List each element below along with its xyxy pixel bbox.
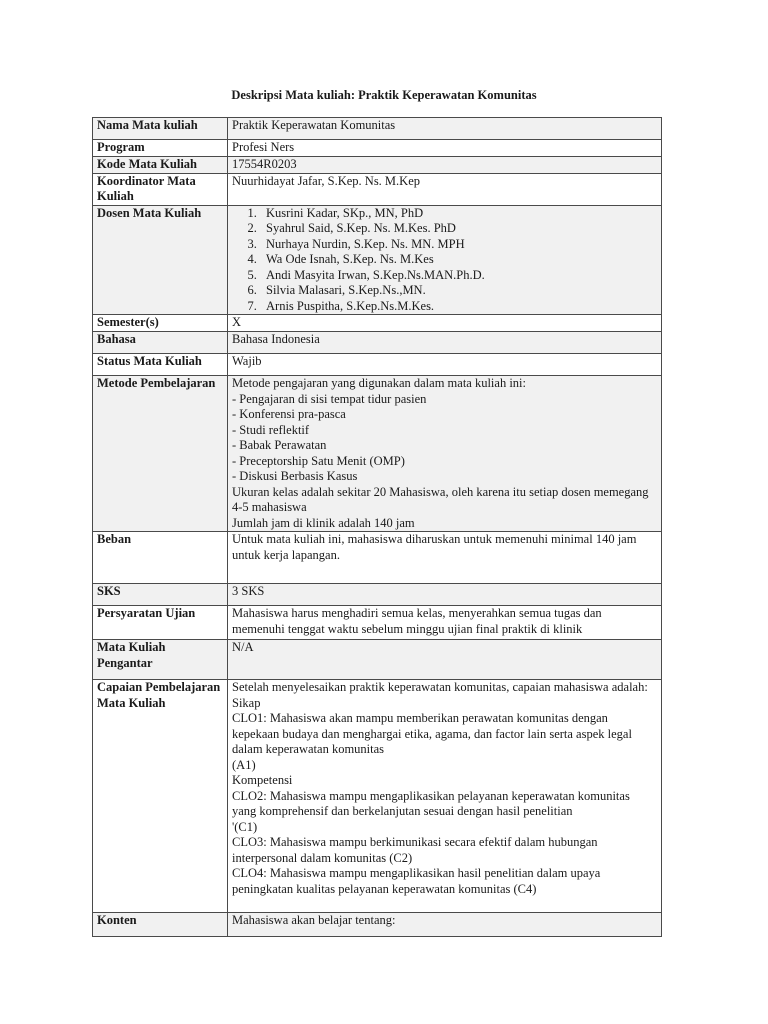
row-label: Mata Kuliah Pengantar [93,640,228,680]
list-item: 6. Silvia Malasari, S.Kep.Ns.,MN. [260,283,657,299]
row-value: Profesi Ners [228,140,662,157]
text-line: Sikap [232,695,261,710]
row-value: Untuk mata kuliah ini, mahasiswa diharuskan untuk memenuhi minimal 140 jam untuk kerja lapangan. [228,532,662,584]
list-item: 4. Wa Ode Isnah, S.Kep. Ns. M.Kes [260,252,657,268]
table-row [93,157,662,174]
table-row [93,532,662,584]
course-description-table [92,117,662,937]
table-row [93,584,662,606]
text-line: - Preceptorship Satu Menit (OMP) [232,453,405,468]
table-row [93,606,662,640]
table-row [93,173,662,205]
row-label: Program [93,140,228,157]
row-value [228,205,662,315]
row-label: Metode Pembelajaran [93,376,228,532]
list-item: 7. Arnis Puspitha, S.Kep.Ns.M.Kes. [260,299,657,315]
text-line: CLO4: Mahasiswa mampu mengaplikasikan hasil penelitian dalam upaya peningkatan kualitas pelayanan keperawatan komunitas (C4) [232,866,601,896]
text-line: - Babak Perawatan [232,438,327,452]
row-label: Koordinator Mata Kuliah [93,173,228,205]
document-title: Deskripsi Mata kuliah: Praktik Keperawatan Komunitas [231,88,537,102]
table-row [93,332,662,354]
text-line: Setelah menyelesaikan praktik keperawatan komunitas, capaian mahasiswa adalah: [232,680,648,694]
row-value [228,376,662,532]
lecturer-list [232,206,657,315]
row-value: 3 SKS [228,584,662,606]
row-value: Mahasiswa harus menghadiri semua kelas, menyerahkan semua tugas dan memenuhi tenggat waktu sebelum minggu ujian final praktik di klinik [228,606,662,640]
list-item: 3. Nurhaya Nurdin, S.Kep. Ns. MN. MPH [260,237,657,253]
row-label: Nama Mata kuliah [93,118,228,140]
text-line: '(C1) [232,819,258,834]
text-line: Kompetensi [232,773,293,787]
row-label: Persyaratan Ujian [93,606,228,640]
text-line: - Konferensi pra-pasca [232,407,346,421]
text-line: CLO3: Mahasiswa mampu berkimunikasi secara efektif dalam hubungan interpersonal dalam komunitas (C2) [232,835,598,865]
row-value: Nuurhidayat Jafar, S.Kep. Ns. M.Kep [228,173,662,205]
text-line: CLO2: Mahasiswa mampu mengaplikasikan pelayanan keperawatan komunitas yang komprehensif dan berkelanjutan sesuai dengan hasil penelitian [232,788,630,818]
row-label: Semester(s) [93,315,228,332]
table-row [93,140,662,157]
row-label: Konten [93,913,228,937]
text-line: CLO1: Mahasiswa akan mampu memberikan perawatan komunitas dengan kepekaan budaya dan menghargai etika, agama, dan factor lain serta aspek legal dalam keperawatan komunitas [232,711,632,756]
row-value: N/A [228,640,662,680]
list-item: 2. Syahrul Said, S.Kep. Ns. M.Kes. PhD [260,221,657,237]
row-value: 17554R0203 [228,157,662,174]
row-label: Kode Mata Kuliah [93,157,228,174]
row-value: Mahasiswa akan belajar tentang: [228,913,662,937]
text-line: Metode pengajaran yang digunakan dalam mata kuliah ini: [232,376,527,390]
text-line: (A1) [232,757,256,772]
row-value: X [228,315,662,332]
table-row [93,205,662,315]
row-value: Bahasa Indonesia [228,332,662,354]
table-row [93,680,662,913]
row-label: Dosen Mata Kuliah [93,205,228,315]
row-value: Praktik Keperawatan Komunitas [228,118,662,140]
text-line: - Diskusi Berbasis Kasus [232,469,358,483]
row-label: Capaian Pembelajaran Mata Kuliah [93,680,228,913]
row-label: Beban [93,532,228,584]
text-line: - Studi reflektif [232,422,310,437]
text-line: Jumlah jam di klinik adalah 140 jam [232,515,415,530]
row-value: Wajib [228,354,662,376]
list-item: 5. Andi Masyita Irwan, S.Kep.Ns.MAN.Ph.D. [260,268,657,284]
table-row [93,376,662,532]
table-row [93,118,662,140]
text-line: Ukuran kelas adalah sekitar 20 Mahasiswa, oleh karena itu setiap dosen memegang 4-5 mahasiswa [232,484,649,514]
row-label: SKS [93,584,228,606]
row-label: Bahasa [93,332,228,354]
list-item: 1. Kusrini Kadar, SKp., MN, PhD [260,206,657,222]
table-row [93,315,662,332]
table-row [93,640,662,680]
text-line: - Pengajaran di sisi tempat tidur pasien [232,391,427,406]
table-row [93,354,662,376]
row-value [228,680,662,913]
row-label: Status Mata Kuliah [93,354,228,376]
table-row [93,913,662,937]
